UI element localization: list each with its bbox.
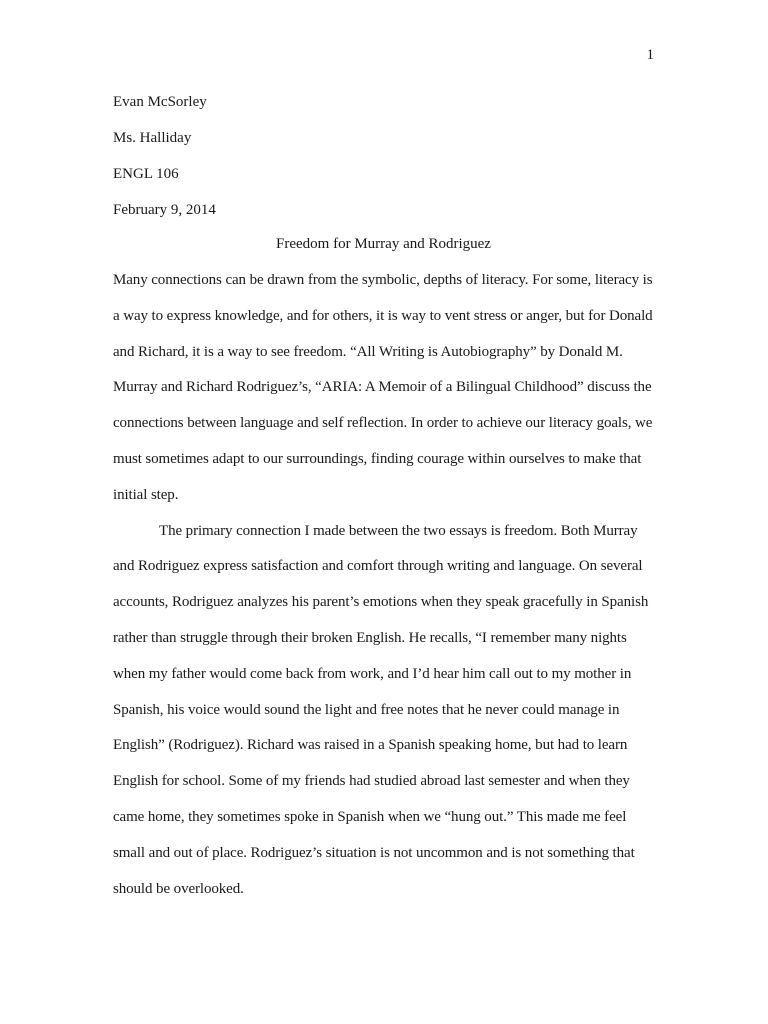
date: February 9, 2014 bbox=[113, 202, 216, 218]
paragraph-1: Many connections can be drawn from the symbolic, depths of literacy. For some, literacy is a way to express knowledge, and for others, it is way to vent stress or anger, but for Donald and Richard, it is a way to see freedom. “All Writing is Autobiography” by Donald M. Murray and Richard Rodriguez’s, “ARIA: A Memoir of a Bilingual Childhood” discuss the connections between language and self reflection. In order to achieve our literacy goals, we must sometimes adapt to our surroundings, finding courage within ourselves to make that initial step. bbox=[113, 272, 653, 503]
mla-header bbox=[113, 93, 658, 237]
author-name: Evan McSorley bbox=[113, 94, 207, 110]
course-name: ENGL 106 bbox=[113, 166, 179, 182]
essay-body bbox=[113, 263, 658, 907]
instructor-name: Ms. Halliday bbox=[113, 130, 192, 146]
paragraph-2: The primary connection I made between the two essays is freedom. Both Murray and Rodriguez express satisfaction and comfort through writing and language. On several accounts, Rodriguez analyzes his parent’s emotions when they speak gracefully in Spanish rather than struggle through their broken English. He recalls, “I remember many nights when my father would come back from work, and I’d hear him call out to my mother in Spanish, his voice would sound the light and free notes that he never could manage in English” (Rodriguez). Richard was raised in a Spanish speaking home, but had to learn English for school. Some of my friends had studied abroad last semester and when they came home, they sometimes spoke in Spanish when we “hung out.” This made me feel small and out of place. Rodriguez’s situation is not uncommon and is not something that should be overlooked. bbox=[113, 522, 649, 897]
page-number: 1 bbox=[646, 47, 654, 63]
essay-title: Freedom for Murray and Rodriguez bbox=[276, 236, 491, 252]
